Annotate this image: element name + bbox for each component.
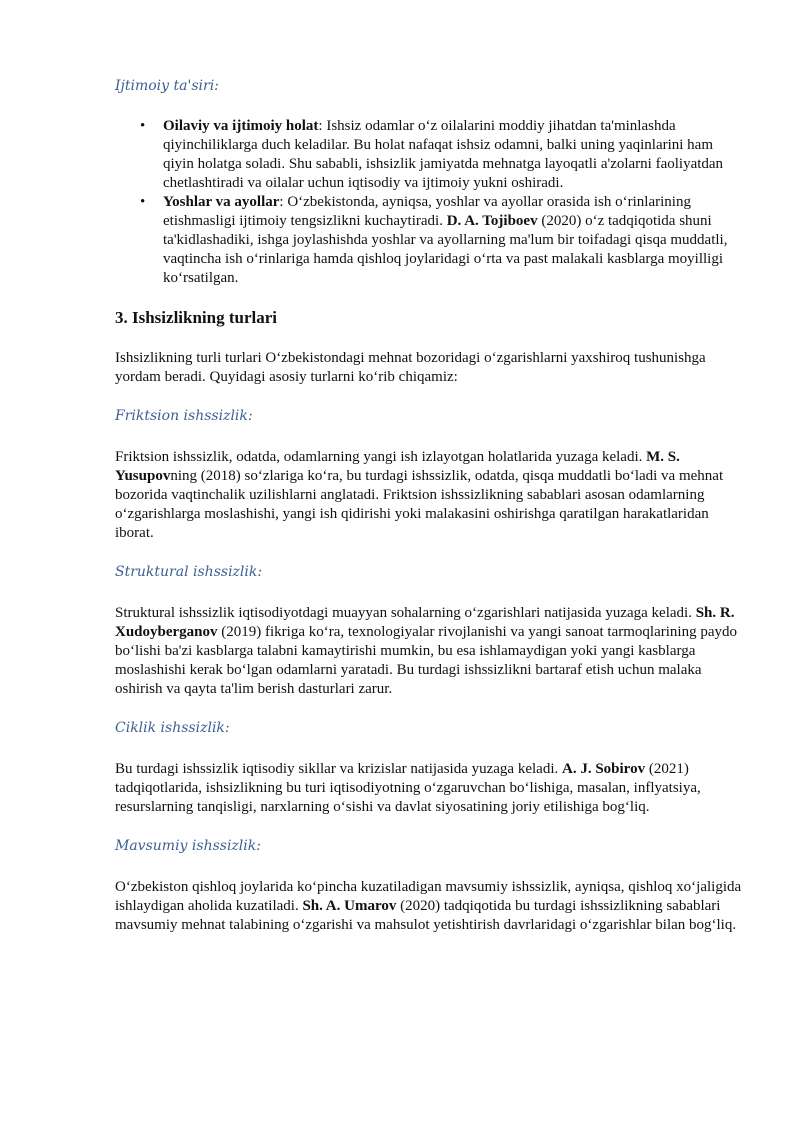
cyclical-heading: Ciklik ishssizlik:: [115, 720, 230, 736]
frictional-heading: Friktsion ishssizlik:: [115, 408, 253, 424]
bullet-term: Oilaviy va ijtimoiy holat: [163, 118, 319, 134]
section-heading-types: 3. Ishsizlikning turlari: [115, 308, 278, 327]
author-name: A. J. Sobirov: [562, 761, 646, 777]
paragraph-text-continued: (2021) tadqiqotlarida, ishsizlikning bu turi iqtisodiyotning o‘zgaruvchan bo‘lishiga, masalan, inflyatsiya, resurslarning tanqisligi, narxlarning o‘sishi va davlat siyosatining joriy etilishiga bog‘liq.: [115, 761, 701, 815]
bullet-text: : O‘zbekistonda, ayniqsa, yoshlar va ayollar orasida ish o‘rinlarining etishmasligi ijtimoiy tengsizlikni kuchaytiradi.: [163, 194, 691, 229]
structural-heading: Struktural ishssizlik:: [115, 564, 263, 580]
list-item: [115, 193, 744, 288]
social-impact-heading: Ijtimoiy ta'siri:: [115, 78, 219, 94]
impact-bullet-list: [115, 117, 744, 288]
seasonal-paragraph: [115, 878, 744, 935]
bullet-term: Yoshlar va ayollar: [163, 194, 280, 210]
cyclical-paragraph: [115, 760, 744, 817]
frictional-paragraph: [115, 448, 744, 543]
paragraph-text: Bu turdagi ishssizlik iqtisodiy sikllar va krizislar natijasida yuzaga keladi.: [115, 761, 562, 777]
author-name: D. A. Tojiboev: [446, 213, 538, 229]
structural-paragraph: [115, 604, 744, 699]
paragraph-text: O‘zbekiston qishloq joylarida ko‘pincha kuzatiladigan mavsumiy ishssizlik, ayniqsa, qishloq xo‘jaligida ishlaydigan aholida kuzatiladi.: [115, 879, 742, 914]
paragraph-text: Friktsion ishssizlik, odatda, odamlarning yangi ish izlayotgan holatlarida yuzaga keladi.: [115, 449, 647, 465]
paragraph-text-continued: ning (2018) so‘zlariga ko‘ra, bu turdagi ishssizlik, odatda, qisqa muddatli bo‘ladi va mehnat bozorida vaqtinchalik uzilishlarni anglatadi. Friktsion ishssizlikning sabablari asosan odamlarning o‘zgarishlarga moslashishi, yangi ish qidirishi yoki malakasini oshirishga qaratilgan harakatlaridan iborat.: [115, 468, 724, 541]
seasonal-heading: Mavsumiy ishssizlik:: [115, 838, 261, 854]
author-name: Sh. R. Xudoyberganov: [115, 605, 735, 640]
author-name: M. S. Yusupov: [115, 449, 680, 484]
paragraph-text-continued: (2019) fikriga ko‘ra, texnologiyalar rivojlanishi va yangi sanoat tarmoqlarining paydo bo‘lishi ba'zi kasblarga talabni kamaytirishi mumkin, bu esa ishlamaydigan yoki yangi kasblarga moslashishi kerak bo‘lgan odamlarni yaratadi. Bu turdagi ishssizlikni bartaraf etish uchun malaka oshirish va qayta ta'lim berish dasturlari zarur.: [115, 624, 737, 697]
types-intro-paragraph: Ishsizlikning turli turlari O‘zbekistondagi mehnat bozoridagi o‘zgarishlarni yaxshiroq tushunishga yordam beradi. Quyidagi asosiy turlarni ko‘rib chiqamiz:: [115, 350, 706, 385]
list-item: [115, 117, 744, 193]
bullet-text: : Ishsiz odamlar o‘z oilalarini moddiy jihatdan ta'minlashda qiyinchiliklarga duch keladilar. Bu holat nafaqat ishsiz odamni, balki uning yaqinlarini ham qiyin holatga soladi. Shu sababli, ishsizlik jamiyatda mehnatga layoqatli a'zolarni faoliyatdan chetlashtiradi va oilalar uchun iqtisodiy va ijtimoiy yukni oshiradi.: [163, 118, 724, 191]
bullet-text-continued: (2020) o‘z tadqiqotida shuni ta'kidlashadiki, ishga joylashishda yoshlar va ayollarning ma'lum bir toifadagi qisqa muddatli, vaqtincha ish o‘rinlariga hamda qishloq joylaridagi o‘rta va past malakali kasblarga moyilligi ko‘rsatilgan.: [163, 213, 728, 286]
paragraph-text-continued: (2020) tadqiqotida bu turdagi ishssizlikning sabablari mavsumiy mehnat talabining o‘zgarishi va mahsulot yetishtirish davrlaridagi o‘zgarishlar bilan bog‘liq.: [115, 898, 737, 933]
author-name: Sh. A. Umarov: [302, 898, 397, 914]
paragraph-text: Struktural ishssizlik iqtisodiyotdagi muayyan sohalarning o‘zgarishlari natijasida yuzaga keladi.: [115, 605, 696, 621]
